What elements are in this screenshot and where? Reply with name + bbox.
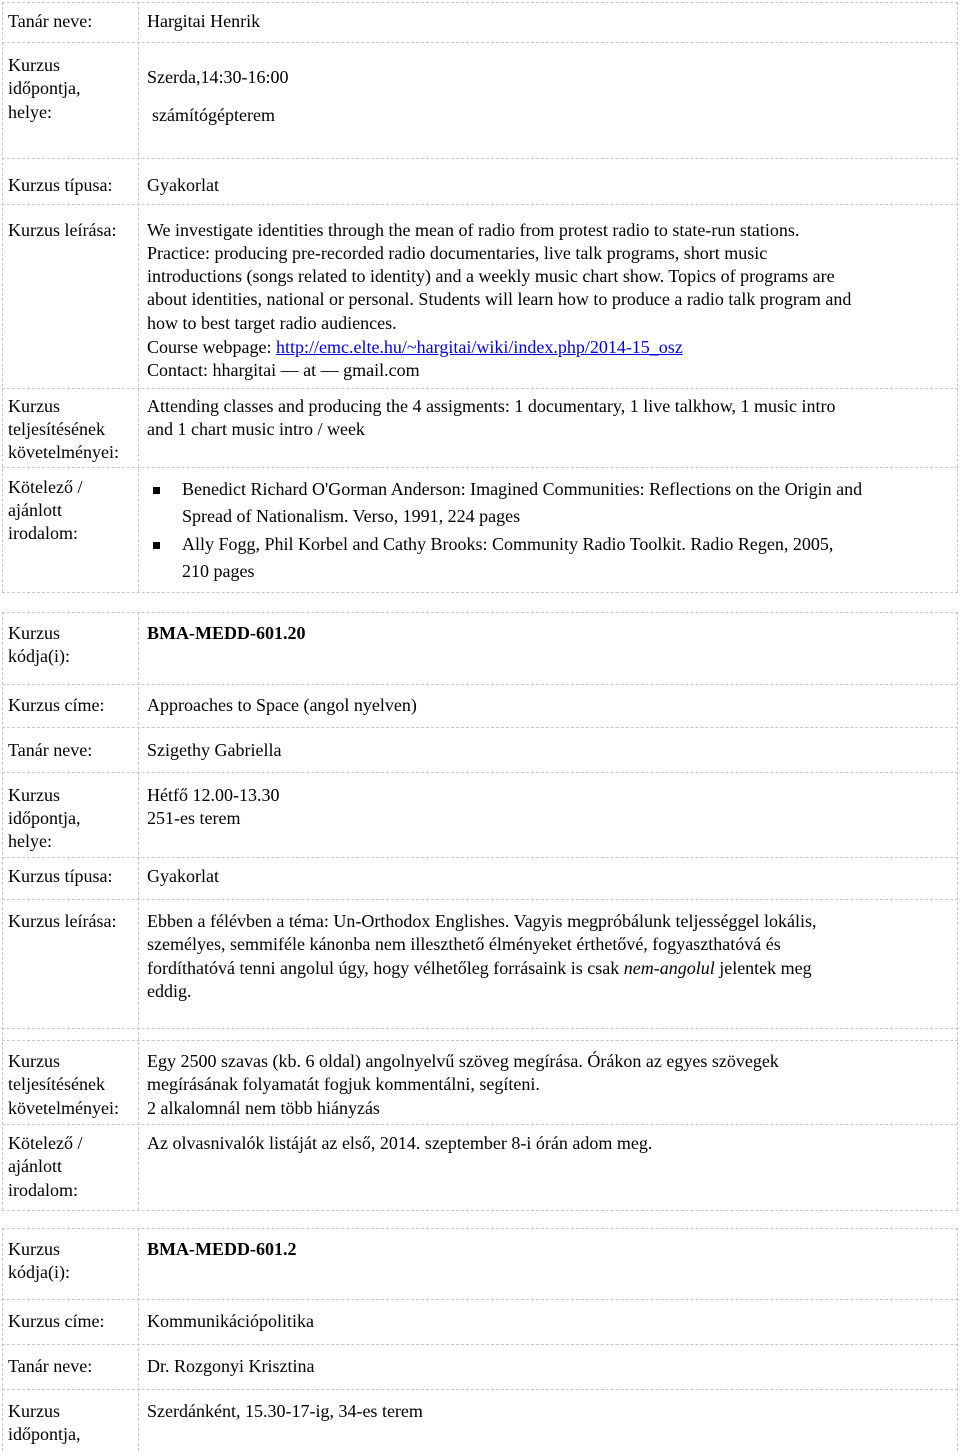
literature-label-line: ajánlott [8, 500, 62, 520]
literature-item: 210 pages [182, 561, 255, 581]
contact: Contact: hhargitai — at — gmail.com [147, 360, 420, 380]
teacher-name: Szigethy Gabriella [147, 740, 282, 760]
description-line: Practice: producing pre-recorded radio documentaries, live talk programs, short music [147, 243, 768, 263]
teacher-name: Dr. Rozgonyi Krisztina [147, 1356, 315, 1376]
course-type: Gyakorlat [147, 866, 219, 886]
requirements-label-line: teljesítésének [8, 1074, 105, 1094]
time-label-line: Kurzus [8, 785, 60, 805]
type-label: Kurzus típusa: [8, 866, 113, 886]
literature-item: Spread of Nationalism. Verso, 1991, 224 pages [182, 506, 521, 526]
description-line: introductions (songs related to identity) and a weekly music chart show. Topics of programs are [147, 266, 835, 286]
column-divider [138, 1228, 139, 1451]
literature-item: Ally Fogg, Phil Korbel and Cathy Brooks: Community Radio Toolkit. Radio Regen, 2005, [182, 534, 834, 554]
row-divider [2, 1389, 958, 1390]
webpage-label: Course webpage: [147, 337, 276, 357]
row-divider [2, 42, 958, 43]
bullet-icon [153, 487, 160, 494]
description-line: Ebben a félévben a téma: Un-Orthodox Englishes. Vagyis megpróbálunk teljességgel lokális, [147, 911, 817, 931]
time-label-line: helye: [8, 102, 52, 122]
row-divider [2, 1210, 958, 1211]
requirements-line: and 1 chart music intro / week [147, 419, 365, 439]
row-divider [2, 467, 958, 468]
requirements-label-line: teljesítésének [8, 419, 105, 439]
column-divider [957, 2, 958, 592]
description-line: eddig. [147, 981, 192, 1001]
course-code: BMA-MEDD-601.2 [147, 1239, 297, 1259]
teacher-name: Hargitai Henrik [147, 11, 261, 31]
teacher-label: Tanár neve: [8, 11, 93, 31]
title-label: Kurzus címe: [8, 695, 105, 715]
course-title: Approaches to Space (angol nyelven) [147, 695, 417, 715]
course-code: BMA-MEDD-601.20 [147, 623, 306, 643]
description-text: fordíthatóvá tenni angolul úgy, hogy vélhetőleg forrásaink is csak [147, 958, 624, 978]
course-time: Szerda,14:30-16:00 [147, 67, 289, 87]
course-room: 251-es terem [147, 808, 241, 828]
literature-label-line: irodalom: [8, 1180, 78, 1200]
section-divider [2, 612, 958, 613]
description-text: jelentek meg [714, 958, 812, 978]
time-label-line: helye: [8, 831, 52, 851]
column-divider [957, 612, 958, 1210]
description-line [147, 957, 812, 980]
description-line: how to best target radio audiences. [147, 313, 397, 333]
requirements-line: Egy 2500 szavas (kb. 6 oldal) angolnyelvű szöveg megírása. Órákon az egyes szövegek [147, 1051, 779, 1071]
time-label-line: időpontja, [8, 808, 81, 828]
course-time: Szerdánként, 15.30-17-ig, 34-es terem [147, 1401, 423, 1421]
column-divider [2, 2, 3, 592]
row-divider [2, 684, 958, 685]
column-divider [138, 2, 139, 592]
row-divider [2, 1040, 958, 1041]
requirements-label-line: követelményei: [8, 1098, 119, 1118]
course-webpage [147, 336, 683, 359]
literature-text: Az olvasnivalók listáját az első, 2014. szeptember 8-i órán adom meg. [147, 1133, 653, 1153]
bullet-icon [153, 542, 160, 549]
description-label: Kurzus leírása: [8, 911, 117, 931]
row-divider [2, 1028, 958, 1029]
requirements-label-line: követelményei: [8, 442, 119, 462]
course-title: Kommunikációpolitika [147, 1311, 314, 1331]
row-divider [2, 388, 958, 389]
requirements-label-line: Kurzus [8, 396, 60, 416]
row-divider [2, 899, 958, 900]
requirements-line: megírásának folyamatát fogjuk kommentálni, segíteni. [147, 1074, 540, 1094]
teacher-label: Tanár neve: [8, 740, 93, 760]
course-room: számítógépterem [152, 105, 275, 125]
requirements-label-line: Kurzus [8, 1051, 60, 1071]
webpage-link[interactable]: http://emc.elte.hu/~hargitai/wiki/index.php/2014-15_osz [275, 337, 683, 357]
literature-item: Benedict Richard O'Gorman Anderson: Imagined Communities: Reflections on the Origin and [182, 479, 863, 499]
column-divider [2, 1228, 3, 1451]
row-divider [2, 857, 958, 858]
column-divider [2, 612, 3, 1210]
row-divider [2, 1299, 958, 1300]
row-divider [2, 1124, 958, 1125]
row-divider [2, 2, 958, 3]
column-divider [138, 612, 139, 1210]
code-label-line: Kurzus [8, 1239, 60, 1259]
row-divider [2, 727, 958, 728]
literature-label-line: Kötelező / [8, 1133, 83, 1153]
title-label: Kurzus címe: [8, 1311, 105, 1331]
time-label-line: Kurzus [8, 1401, 60, 1421]
row-divider [2, 772, 958, 773]
description-line: We investigate identities through the mean of radio from protest radio to state-run stations. [147, 220, 800, 240]
column-divider [957, 1228, 958, 1451]
time-label-line: Kurzus [8, 55, 60, 75]
row-divider [2, 158, 958, 159]
description-line: személyes, semmiféle kánonba nem illeszthető élményeket érthetővé, fogyaszthatóvá és [147, 934, 781, 954]
course-time: Hétfő 12.00-13.30 [147, 785, 280, 805]
literature-label-line: irodalom: [8, 523, 78, 543]
row-divider [2, 592, 958, 593]
row-divider [2, 1344, 958, 1345]
description-label: Kurzus leírása: [8, 220, 117, 240]
teacher-label: Tanár neve: [8, 1356, 93, 1376]
time-label-line: időpontja, [8, 1424, 81, 1444]
literature-label-line: Kötelező / [8, 477, 83, 497]
requirements-line: Attending classes and producing the 4 assigments: 1 documentary, 1 live talkhow, 1 music intro [147, 396, 836, 416]
requirements-line: 2 alkalomnál nem több hiányzás [147, 1098, 380, 1118]
code-label-line: kódja(i): [8, 646, 70, 666]
emphasis-text: nem-angolul [623, 958, 715, 978]
time-label-line: időpontja, [8, 78, 81, 98]
course-type: Gyakorlat [147, 175, 219, 195]
literature-label-line: ajánlott [8, 1156, 62, 1176]
description-line: about identities, national or personal. Students will learn how to produce a radio talk program and [147, 289, 852, 309]
type-label: Kurzus típusa: [8, 175, 113, 195]
row-divider [2, 204, 958, 205]
code-label-line: kódja(i): [8, 1262, 70, 1282]
code-label-line: Kurzus [8, 623, 60, 643]
section-divider [2, 1228, 958, 1229]
